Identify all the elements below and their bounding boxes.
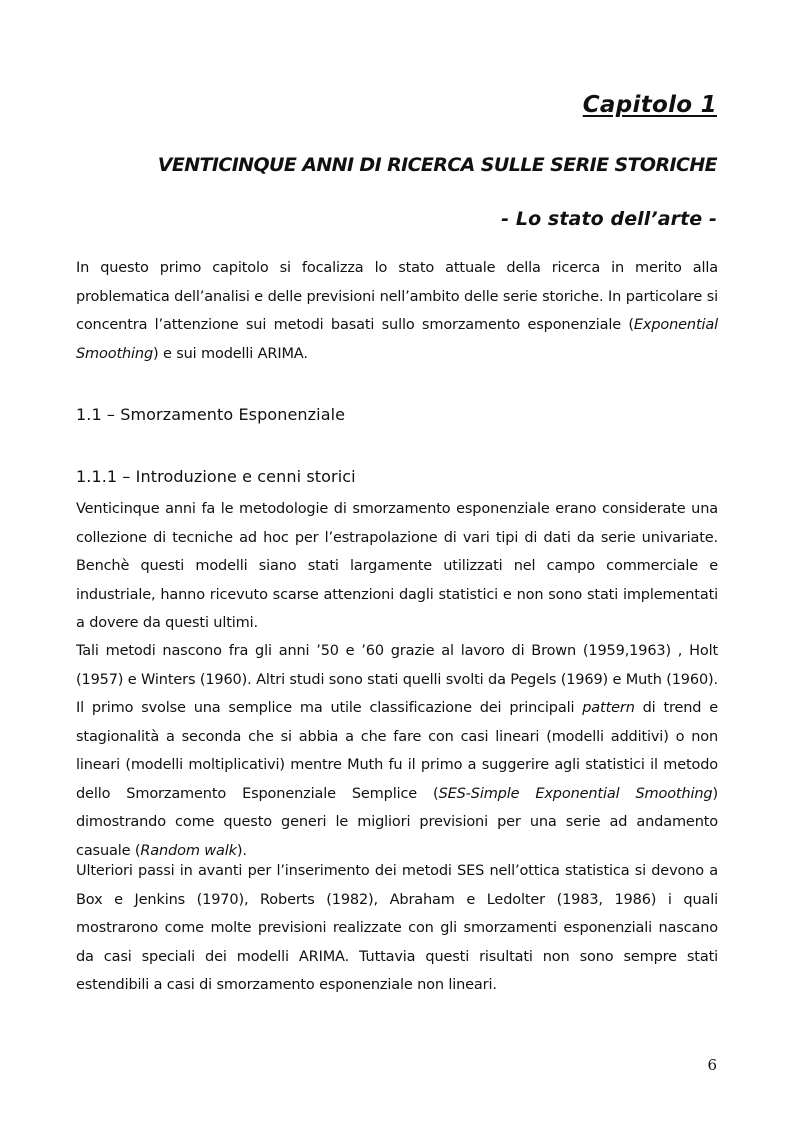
chapter-title: VENTICINQUE ANNI DI RICERCA SULLE SERIE STORICHE (157, 154, 717, 176)
p2-text-2: di trend e stagionalità a seconda che si abbia a che fare con casi lineari (modelli additivi) o non lineari (modelli moltiplicativi) mentre Muth fu il primo a suggerire agli statistici il metodo dello Smorzamento Esponenziale Semplice ( (76, 700, 718, 802)
p2-emphasis-ses: SES-Simple Exponential Smoothing (438, 785, 713, 802)
section-heading: 1.1 – Smorzamento Esponenziale (76, 405, 346, 424)
intro-text-2: ) e sui modelli ARIMA. (153, 345, 308, 362)
body-paragraph-2 (76, 637, 718, 865)
chapter-tagline: - Lo stato dell’arte - (501, 208, 717, 230)
p2-text-3: ) dimostrando come questo generi le migliori previsioni per una serie ad andamento casuale ( (76, 785, 718, 859)
intro-paragraph (76, 254, 718, 368)
body-paragraph-3: Ulteriori passi in avanti per l’inserimento dei metodi SES nell’ottica statistica si devono a Box e Jenkins (1970), Roberts (1982), Abraham e Ledolter (1983, 1986) i quali mostrarono come molte previsioni realizzate con gli smorzamenti esponenziali nascano da casi speciali dei modelli ARIMA. Tuttavia questi risultati non sono sempre stati estendibili a casi di smorzamento esponenziale non lineari. (76, 863, 718, 993)
p2-emphasis-random-walk: Random walk (140, 842, 237, 859)
chapter-number: Capitolo 1 (582, 92, 717, 118)
subsection-heading: 1.1.1 – Introduzione e cenni storici (76, 467, 356, 486)
page-number: 6 (707, 1056, 717, 1074)
intro-emphasis: Exponential Smoothing (76, 317, 718, 362)
intro-text-1: In questo primo capitolo si focalizza lo stato attuale della ricerca in merito alla problematica dell’analisi e delle previsioni nell’ambito delle serie storiche. In particolare si concentra l’attenzione sui metodi basati sullo smorzamento esponenziale ( (76, 260, 718, 333)
p2-text-1: Tali metodi nascono fra gli anni ’50 e ’60 grazie al lavoro di Brown (1959,1963) , Holt (1957) e Winters (1960). Altri studi sono stati quelli svolti da Pegels (1969) e Muth (1960). Il primo svolse una semplice ma utile classificazione dei principali (76, 643, 718, 716)
p2-text-4: ). (236, 842, 247, 859)
body-paragraph-1: Venticinque anni fa le metodologie di smorzamento esponenziale erano considerate una collezione di tecniche ad hoc per l’estrapolazione di vari tipi di dati da serie univariate. Benchè questi modelli siano stati largamente utilizzati nel campo commerciale e industriale, hanno ricevuto scarse attenzioni dagli statistici e non sono stati implementati a dovere da questi ultimi. (76, 501, 718, 631)
p2-emphasis-pattern: pattern (582, 700, 635, 716)
